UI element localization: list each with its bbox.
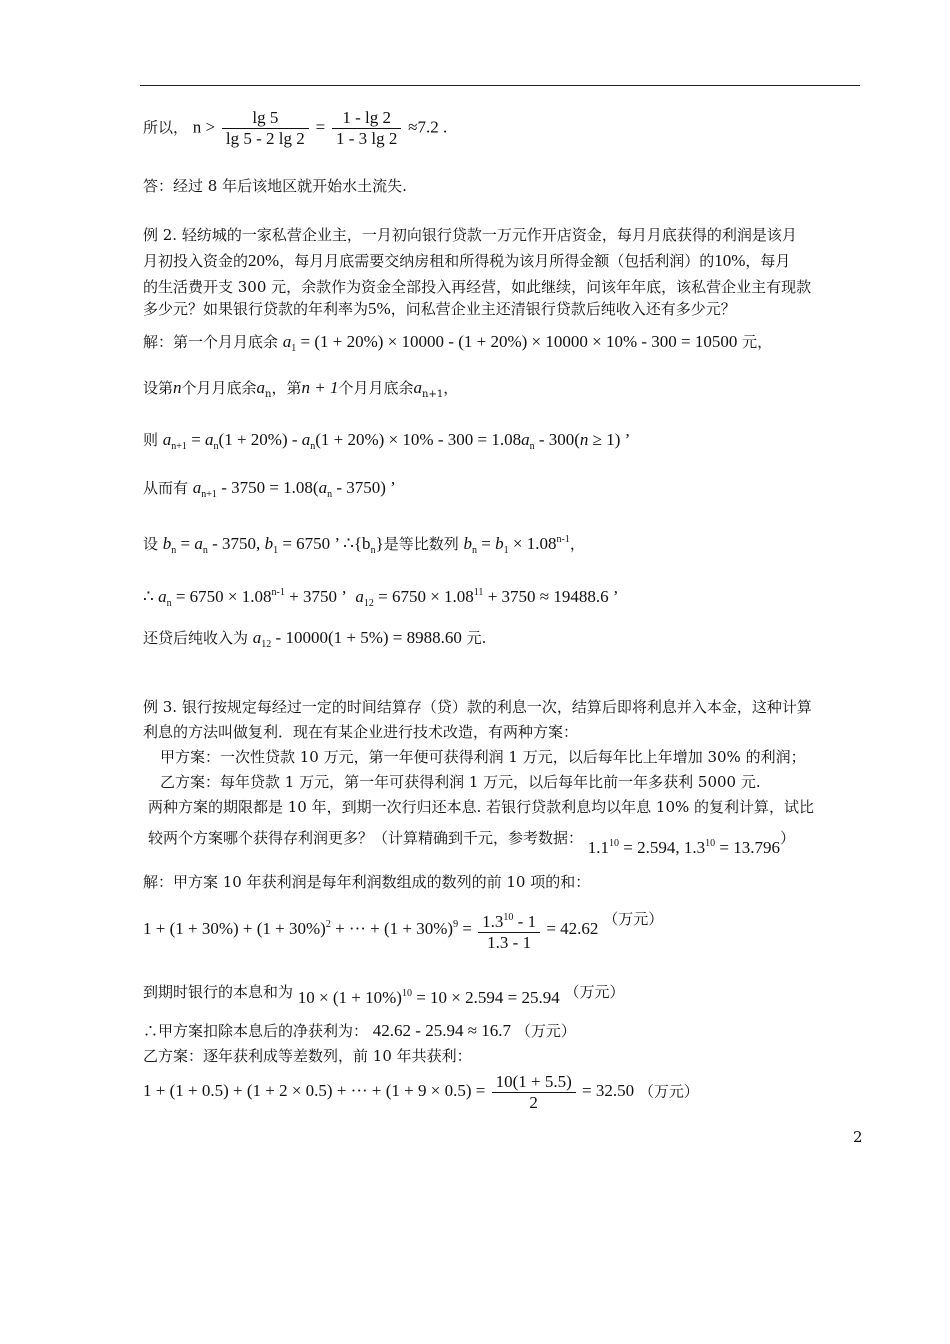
example-2-line-4 [143, 299, 736, 319]
expr: = 6750 ’ [278, 534, 344, 553]
var: a [256, 378, 266, 397]
text: ） [779, 829, 795, 847]
text: 个月月底余 [338, 379, 414, 397]
expr: = 42.62 [542, 919, 599, 939]
math: ≈7.2 . [408, 117, 448, 137]
text: ，每月月底需要交纳房租和所得税为该月所得金额（包括利润）的 [279, 252, 715, 270]
math [298, 988, 560, 1007]
numerator [478, 908, 540, 932]
solution-step-3 [143, 430, 630, 457]
var: a [194, 534, 203, 553]
plan-a-bank [143, 978, 625, 1007]
text: （万元） [638, 1082, 699, 1101]
expr: + 3750 ’ [284, 587, 347, 606]
solution-step-2 [143, 378, 458, 405]
expr: - 10000(1 + 5%) = 8988.60 [271, 628, 462, 647]
math [143, 1072, 635, 1112]
text: 月初投入资金的 [143, 252, 249, 270]
expr: + 3750 ≈ 19488.6 ’ [483, 587, 619, 606]
sup: 10 [609, 838, 620, 849]
expr: = 2.594, 1.3 [619, 838, 706, 857]
sup: n-1 [556, 534, 570, 545]
text: ， [443, 379, 459, 397]
text: 元. [466, 629, 487, 647]
expr: - 3750, [207, 534, 265, 553]
sub: 1 [503, 545, 509, 556]
example-2-line-3: 的生活费开支 300 元，余款作为资金全部投入再经营，如此继续，问该年年底，该私营企业主有现款 [143, 278, 812, 296]
text: 还贷后纯收入为 [143, 629, 249, 647]
text: 设第 [143, 379, 174, 397]
solution-step-7 [143, 628, 486, 655]
expr: = 32.50 [577, 1081, 635, 1101]
solution-step-5 [143, 530, 585, 561]
var: a [413, 378, 422, 397]
text: ，每月 [745, 252, 791, 270]
expr: 10 × (1 + 10%) [297, 988, 402, 1007]
var: n [173, 378, 182, 397]
sub: 12 [261, 639, 272, 650]
sub: n+1 [171, 441, 187, 452]
page-number: 2 [853, 1128, 863, 1146]
text: 个月月底余 [181, 379, 257, 397]
text: 设 [143, 535, 159, 553]
expr: (1 + 20%) - [218, 430, 302, 449]
math: 10% [714, 251, 746, 270]
expr: + ··· + (1 + 30%) [330, 919, 454, 939]
example-2-line-2 [143, 251, 790, 271]
example-3-line-2: 利息的方法叫做复利．现在有某企业进行技术改造，有两种方案： [143, 723, 579, 741]
expr: - 3750) ’ [332, 478, 396, 497]
math [143, 587, 619, 609]
sub: n [310, 441, 316, 452]
var: n + 1 [301, 378, 339, 397]
math [588, 838, 780, 857]
math: = [315, 117, 326, 137]
math: 5% [368, 299, 391, 318]
text: 是等比数列 [383, 535, 459, 553]
expr: (1 + 20%) × 10% - 300 = 1.08 [315, 430, 522, 449]
expr: = [176, 534, 195, 553]
expr: = [477, 534, 496, 553]
expr: = 13.796 [715, 838, 780, 857]
math [252, 628, 462, 650]
math [463, 534, 570, 556]
example-3-line-1: 例 3. 银行按规定每经过一定的时间结算存（贷）款的利息一次，结算后即将利息并入本金，这种计算 [143, 698, 812, 716]
text: 多少元？如果银行贷款的年利率为 [143, 300, 369, 318]
plan-b-intro: 乙方案：逐年获利成等差数列，前 10 年共获利： [143, 1047, 472, 1065]
sub: n [472, 545, 478, 556]
sub: n [265, 389, 272, 400]
text: 所以， [143, 118, 189, 137]
denominator: 1.3 - 1 [478, 932, 540, 953]
sub: n [370, 545, 376, 556]
expr: 1 + (1 + 0.5) + (1 + 2 × 0.5) + ··· + (1 + 9 × 0.5) = [143, 1081, 490, 1101]
var: b [463, 534, 473, 553]
var: b [495, 534, 504, 553]
var: a [318, 478, 328, 497]
solution-step-4 [143, 478, 396, 505]
sup: n-1 [271, 587, 285, 598]
plan-a-net [143, 1021, 576, 1041]
denominator: 2 [492, 1092, 576, 1113]
therefore-symbol: ∴ [343, 534, 354, 553]
expr: {b [353, 534, 371, 553]
expr: = 6750 × 1.08 [171, 587, 272, 606]
text: ，问私营企业主还清银行贷款后纯收入还有多少元？ [390, 300, 736, 318]
math: 20% [248, 251, 280, 270]
conclusion-inequality [143, 108, 447, 149]
fraction-2 [332, 108, 401, 149]
fraction-4 [492, 1072, 576, 1113]
fraction-1 [222, 108, 309, 149]
var: b [162, 534, 172, 553]
var: a [521, 430, 530, 449]
var: a [205, 430, 214, 449]
expr: = 6750 × 1.08 [373, 587, 474, 606]
sub: 1 [273, 545, 279, 556]
sub: n [166, 598, 172, 609]
expr: ≥ 1) ’ [588, 430, 631, 449]
text: （万元） [603, 910, 664, 929]
math [162, 430, 631, 452]
denominator: lg 5 - 2 lg 2 [222, 128, 309, 149]
text: ∴甲方案扣除本息后的净获利为： [143, 1022, 369, 1040]
var: a [355, 587, 364, 606]
var: a [158, 587, 167, 606]
plan-a-sum [143, 908, 663, 953]
plan-b-sum [143, 1072, 699, 1113]
text: （万元） [515, 1022, 576, 1040]
var: a [301, 430, 311, 449]
var: a [192, 478, 202, 497]
sup: 10 [503, 912, 514, 923]
therefore-symbol: ∴ [143, 587, 154, 606]
text: ，第 [271, 379, 302, 397]
sub: n+1 [422, 389, 444, 400]
text: 解：第一个月月底余 [143, 333, 279, 351]
text: ， [569, 535, 585, 553]
expr: × 1.08 [508, 534, 557, 553]
expr: - 300( [534, 430, 580, 449]
sub: n+1 [201, 489, 217, 500]
expr: 1 + (1 + 30%) + (1 + 30%) [143, 919, 326, 939]
expr: = 10 × 2.594 = 25.94 [411, 988, 560, 1007]
sub: n [327, 489, 333, 500]
var: a [282, 332, 292, 351]
example-2-line-1: 例 2. 轻纺城的一家私营企业主，一月初向银行贷款一万元作开店资金，每月月底获得的利润是该月 [143, 226, 797, 244]
expr: - 3750 = 1.08( [216, 478, 319, 497]
answer-line: 答：经过 8 年后该地区就开始水土流失. [143, 177, 407, 195]
text: 从而有 [143, 479, 189, 497]
math: n > [192, 117, 216, 137]
math [143, 912, 599, 952]
expr: = [458, 919, 477, 939]
sub: n [529, 441, 535, 452]
text: 元， [742, 333, 773, 351]
expr: - 1 [513, 912, 537, 931]
sup: 9 [453, 919, 459, 931]
expr: = (1 + 20%) × 10000 - (1 + 20%) × 10000 × 10% - 300 = 10500 [296, 332, 738, 351]
expr: } [375, 534, 384, 553]
numerator: lg 5 [252, 108, 279, 127]
text: （万元） [564, 983, 625, 1001]
fraction-3 [478, 908, 540, 953]
var: b [264, 534, 274, 553]
expr: 1.1 [587, 838, 610, 857]
var: a [252, 628, 262, 647]
solution-step-6 [143, 583, 619, 614]
sup: 10 [705, 838, 716, 849]
denominator: 1 - 3 lg 2 [332, 128, 401, 149]
example-3-line-6 [148, 824, 795, 857]
sub: n [213, 441, 219, 452]
var: n [579, 430, 589, 449]
expr: = [186, 430, 206, 449]
header-rule [140, 85, 860, 86]
sub: n [202, 545, 208, 556]
example-3-plan-b: 乙方案：每年贷款 1 万元，第一年可获得利润 1 万元，以后每年比前一年多获利 5000 元. [160, 773, 761, 791]
example-3-plan-a: 甲方案：一次性贷款 10 万元，第一年便可获得利润 1 万元，以后每年比上年增加 30% 的利润； [160, 748, 806, 766]
math [162, 534, 384, 556]
numerator: 10(1 + 5.5) [495, 1072, 572, 1091]
example-3-line-5: 两种方案的期限都是 10 年，到期一次行归还本息. 若银行贷款利息均以年息 10% 的复利计算，试比 [148, 798, 815, 816]
sub: 12 [363, 598, 374, 609]
text: 则 [143, 431, 159, 449]
var: a [162, 430, 172, 449]
text: 较两个方案哪个获得存利润更多？（计算精确到千元，参考数据： [148, 829, 584, 847]
solution-step-1 [143, 332, 772, 359]
math [192, 478, 396, 500]
sup: 2 [325, 919, 331, 931]
sup: 11 [473, 587, 484, 598]
plan-a-intro: 解：甲方案 10 年获利润是每年利润数组成的数列的前 10 项的和： [143, 873, 591, 891]
sub: 1 [291, 343, 297, 354]
sup: 10 [401, 988, 412, 999]
sub: n [171, 545, 177, 556]
expr: 1.3 [482, 912, 504, 931]
numerator: 1 - lg 2 [342, 108, 391, 127]
text: 到期时银行的本息和为 [143, 983, 294, 1001]
math: 42.62 - 25.94 ≈ 16.7 [372, 1021, 512, 1040]
math [282, 332, 738, 354]
